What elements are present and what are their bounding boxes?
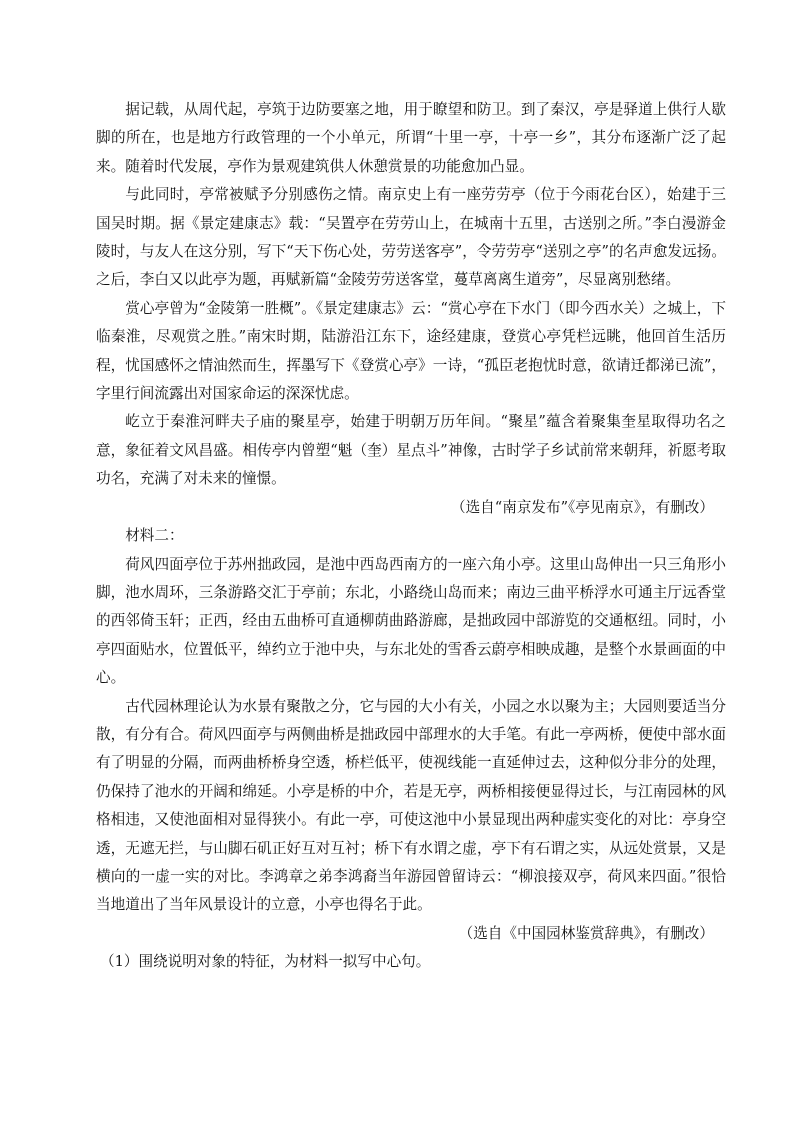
- material-2-label: 材料二：: [125, 527, 184, 545]
- question-1: （1）围绕说明对象的特征，为材料一拟写中心句。: [100, 953, 431, 971]
- paragraph-3: 赏心亭曾为“金陵第一胜概”。《景定建康志》云：“赏心亭在下水门（即今西水关）之城上，下临秦淮，尽观赏之胜。”南宋时期，陆游沿江东下，途经建康，登赏心亭凭栏远眺，他回首生活历程，忧国感怀之情油然而生，挥墨写下《登赏心亭》一诗，“孤臣老抱忧时意，欲请迁都涕已流”，字里行间流露出对国家命运的深深忧虑。: [96, 299, 726, 403]
- paragraph-6: 古代园林理论认为水景有聚散之分，它与园的大小有关，小园之水以聚为主；大园则要适当分散，有分有合。荷风四面亭与两侧曲桥是拙政园中部理水的大手笔。有此一亭两桥，便使中部水面有了明显的分隔，而两曲桥桥身空透，桥栏低平，使视线能一直延伸过去，这种似分非分的处理，仍保持了池水的开阔和绵延。小亭是桥的中介，若是无亭，两桥相接便显得过长，与江南园林的风格相违，又使池面相对显得狭小。有此一亭，可使这池中小景显现出两种虚实变化的对比：亭身空透，无遮无拦，与山脚石矶正好互对互衬；桥下有水谓之虚，亭下有石谓之实，从远处赏景，又是横向的一虚一实的对比。李鸿章之弟李鸿裔当年游园曾留诗云：“柳浪接双亭，荷风来四面。”很恰当地道出了当年风景设计的立意，小亭也得名于此。: [96, 697, 726, 914]
- paragraph-4: 屹立于秦淮河畔夫子庙的聚星亭，始建于明朝万历年间。“聚星”蕴含着聚集奎星取得功名之意，象征着文风昌盛。相传亭内曾塑“魁（奎）星点斗”神像，古时学子乡试前常来朝拜，祈愿考取功名，充满了对未来的憧憬。: [96, 413, 726, 488]
- source-citation-1: （选自“南京发布”《亭见南京》，有删改）: [450, 498, 714, 516]
- paragraph-2: 与此同时，亭常被赋予分别感伤之情。南京史上有一座劳劳亭（位于今雨花台区），始建于三国吴时期。据《景定建康志》载：“吴置亭在劳劳山上，在城南十五里，古送别之所。”李白漫游金陵时，与友人在这分别，写下“天下伤心处，劳劳送客亭”，令劳劳亭“送别之亭”的名声愈发远扬。之后，李白又以此亭为题，再赋新篇“金陵劳劳送客堂，蔓草离离生道旁”，尽显离别愁绪。: [96, 186, 726, 289]
- source-citation-2: （选自《中国园林鉴赏辞典》，有删改）: [458, 924, 714, 942]
- paragraph-1: 据记载，从周代起，亭筑于边防要塞之地，用于瞭望和防卫。到了秦汉，亭是驿道上供行人歇脚的所在，也是地方行政管理的一个小单元，所谓“十里一亭，十亭一乡”，其分布逐渐广泛了起来。随着时代发展，亭作为景观建筑供人休憩赏景的功能愈加凸显。: [96, 101, 726, 175]
- paragraph-5: 荷风四面亭位于苏州拙政园，是池中西岛西南方的一座六角小亭。这里山岛伸出一只三角形小脚，池水周环，三条游路交汇于亭前；东北，小路绕山岛而来；南边三曲平桥浮水可通主厅远香堂的西邻倚玉轩；正西，经由五曲桥可直通柳荫曲路游廊，是拙政园中部游览的交通枢纽。同时，小亭四面贴水，位置低平，绰约立于池中央，与东北处的雪香云蔚亭相映成趣，是整个水景画面的中心。: [96, 555, 726, 687]
- document-body: [96, 96, 726, 977]
